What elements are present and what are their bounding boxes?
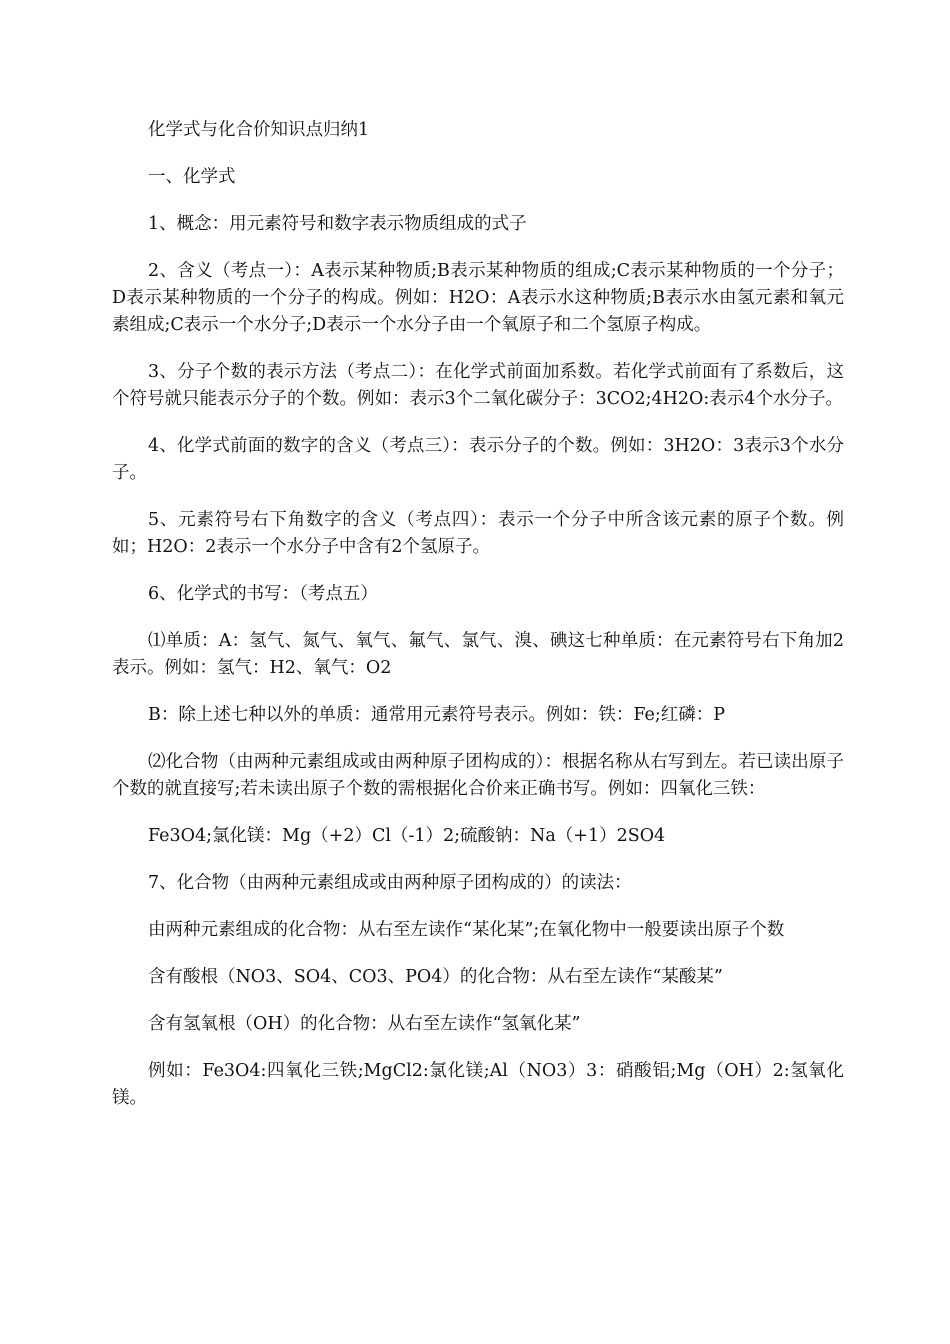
document-page bbox=[112, 117, 844, 1132]
paragraph: 由两种元素组成的化合物：从右至左读作“某化某”;在氧化物中一般要读出原子个数 bbox=[148, 920, 785, 940]
paragraph: B：除上述七种以外的单质：通常用元素符号表示。例如：铁：Fe;红磷：P bbox=[148, 705, 726, 725]
paragraph: 7、化合物（由两种元素组成或由两种原子团构成的）的读法： bbox=[148, 873, 632, 893]
paragraph: 2、含义（考点一）：A表示某种物质;B表示某种物质的组成;C表示某种物质的一个分子；D表示某种物质的一个分子的构成。例如：H2O：A表示水这种物质;B表示水由氢元素和氧元素组成;C表示一个水分子;D表示一个水分子由一个氧原子和二个氢原子构成。 bbox=[112, 261, 844, 335]
paragraph: 6、化学式的书写：（考点五） bbox=[148, 584, 378, 604]
document-title: 化学式与化合价知识点归纳1 bbox=[148, 120, 370, 140]
paragraph: 4、化学式前面的数字的含义（考点三）：表示分子的个数。例如：3H2O：3表示3个水分子。 bbox=[112, 436, 844, 483]
paragraph: ⑴单质：A：氢气、氮气、氧气、氟气、氯气、溴、碘这七种单质：在元素符号右下角加2表示。例如：氢气：H2、氧气：O2 bbox=[112, 631, 844, 678]
paragraph: 含有酸根（NO3、SO4、CO3、PO4）的化合物：从右至左读作“某酸某” bbox=[148, 967, 723, 987]
section-heading: 一、化学式 bbox=[148, 167, 236, 187]
paragraph: 1、概念：用元素符号和数字表示物质组成的式子 bbox=[148, 214, 527, 234]
paragraph: 例如：Fe3O4:四氧化三铁;MgCl2:氯化镁;Al（NO3）3：硝酸铝;Mg（OH）2:氢氧化镁。 bbox=[112, 1061, 844, 1108]
paragraph: Fe3O4;氯化镁：Mg（+2）Cl（-1）2;硫酸钠：Na（+1）2SO4 bbox=[148, 826, 666, 846]
paragraph: ⑵化合物（由两种元素组成或由两种原子团构成的）：根据名称从右写到左。若已读出原子个数的就直接写;若未读出原子个数的需根据化合价来正确书写。例如：四氧化三铁： bbox=[112, 752, 844, 799]
paragraph: 含有氢氧根（OH）的化合物：从右至左读作“氢氧化某” bbox=[148, 1014, 581, 1034]
paragraph: 3、分子个数的表示方法（考点二）：在化学式前面加系数。若化学式前面有了系数后，这个符号就只能表示分子的个数。例如：表示3个二氧化碳分子：3CO2;4H2O:表示4个水分子。 bbox=[112, 362, 844, 409]
paragraph: 5、元素符号右下角数字的含义（考点四）：表示一个分子中所含该元素的原子个数。例如；H2O：2表示一个水分子中含有2个氢原子。 bbox=[112, 510, 844, 557]
